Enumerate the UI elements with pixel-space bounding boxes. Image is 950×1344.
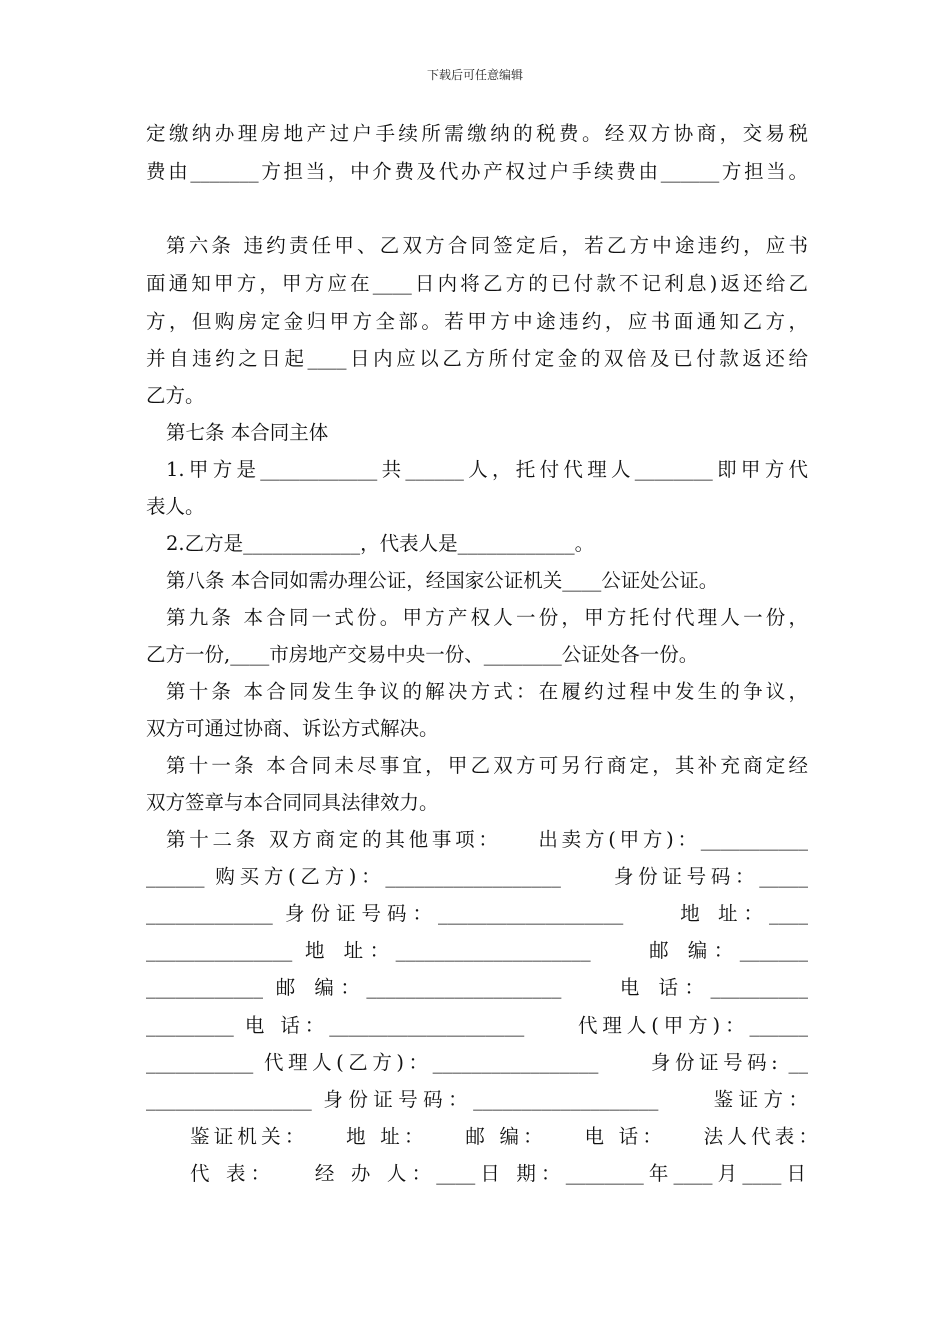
text-line: 乙方一份,____市房地产交易中央一份、________公证处各一份。 [146,643,699,666]
text-line: 双方可通过协商、诉讼方式解决。 [146,717,439,740]
text-line: 费由_______方担当，中介费及代办产权过户手续费由______方担当。 [146,160,808,183]
signature-line: _________ 电 话：____________________ 代理人(甲方)：______ [146,1014,808,1037]
signature-line: 第十二条 双方商定的其他事项： 出卖方(甲方)：___________ [166,828,808,851]
text-line: 第十一条 本合同未尽事宜，甲乙双方可另行商定，其补充商定经 [166,754,808,777]
signature-line: ___________ 代理人(乙方)：_________________ 身份证号码: __ [146,1051,808,1074]
text-line: 第十条 本合同发生争议的解决方式：在履约过程中发生的争议， [166,680,808,703]
text-line: 1.甲方是____________共______人，托付代理人________即甲方代 [166,458,808,481]
signature-line: _______________ 地 址：____________________ 邮 编：_______ [146,939,808,962]
text-line: 并自违约之日起____日内应以乙方所付定金的双倍及已付款返还给 [146,347,808,370]
text-line: 第八条 本合同如需办理公证，经国家公证机关____公证处公证。 [166,569,719,592]
page-header: 下载后可任意编辑 [426,68,523,82]
text-line: 乙方。 [146,384,205,407]
signature-line: 鉴证机关： 地 址： 邮 编： 电 话： 法人代表： [190,1125,818,1148]
signature-line: ______ 购买方(乙方)：__________________ 身份证号码：_____ [146,865,808,888]
section-heading: 第七条 本合同主体 [166,421,329,444]
signature-line: ____________ 邮 编：____________________ 电 话：__________ [146,976,808,999]
text-line: 方，但购房定金归甲方全部。若甲方中途违约，应书面通知乙方， [146,310,808,333]
text-line: 面通知甲方，甲方应在____日内将乙方的已付款不记利息)返还给乙 [146,272,808,295]
text-line: 2.乙方是____________，代表人是____________。 [166,532,595,555]
text-line: 表人。 [146,495,205,518]
text-line: 第九条 本合同一式份。甲方产权人一份，甲方托付代理人一份， [166,606,808,629]
signature-line: _____________ 身份证号码：___________________ 地 址：____ [146,902,808,925]
signature-line: 代 表： 经 办 人：____日 期：________年____月____日 [190,1162,806,1185]
text-line: 第六条 违约责任甲、乙双方合同签定后，若乙方中途违约，应书 [166,234,808,257]
text-line: 定缴纳办理房地产过户手续所需缴纳的税费。经双方协商，交易税 [146,122,808,145]
text-line: 双方签章与本合同同具法律效力。 [146,791,439,814]
signature-line: _________________ 身份证号码：___________________ 鉴证方： [146,1088,808,1111]
